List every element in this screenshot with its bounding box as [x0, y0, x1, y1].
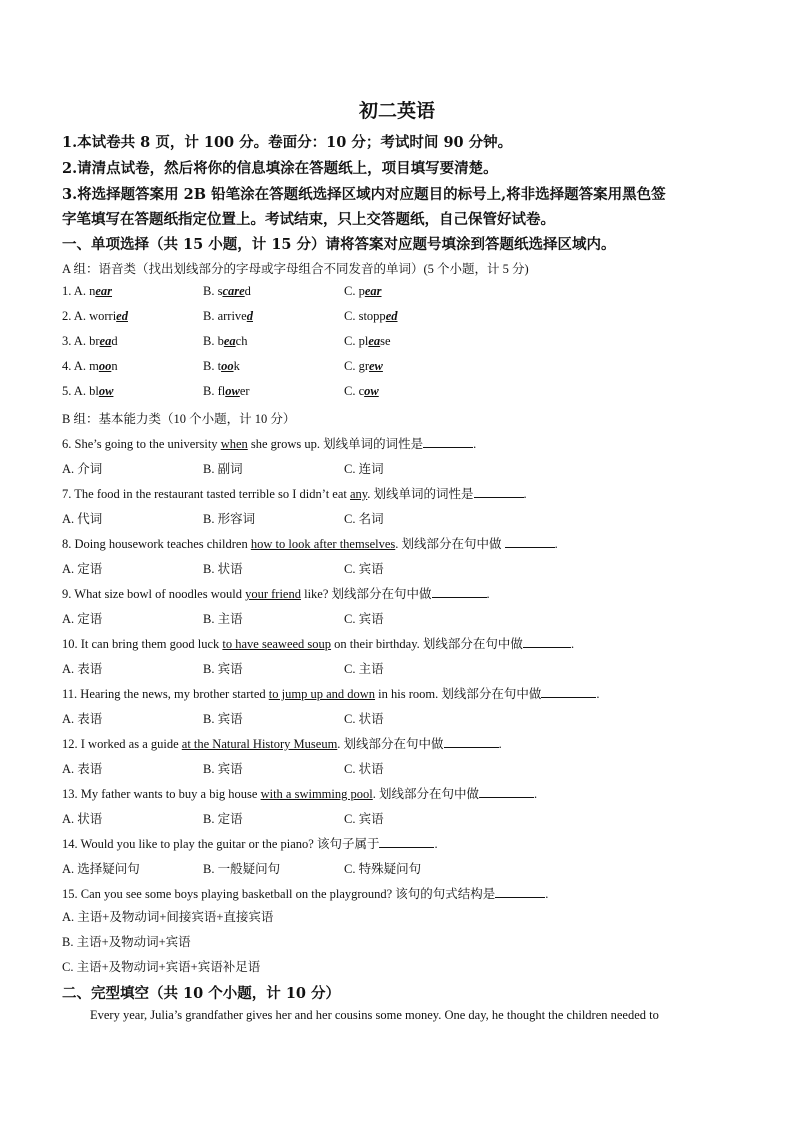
text-part: . [596, 687, 600, 701]
underlined-part: with a swimming pool [260, 787, 373, 801]
answer-blank [479, 786, 534, 798]
option-c [344, 384, 379, 399]
answer-option: C. 名词 [344, 512, 384, 526]
text-part: B. b [203, 334, 224, 348]
answer-option: B. 定语 [203, 812, 243, 826]
text-part: . 划线部分在句中做 [395, 537, 505, 551]
text-part: C. p [344, 284, 365, 298]
answer-option: B. 宾语 [203, 712, 243, 726]
answer-blank [474, 486, 524, 498]
text-part: n [89, 284, 96, 298]
answer-option: C. 宾语 [344, 612, 384, 626]
question-stem [62, 734, 502, 752]
question-stem [62, 584, 490, 602]
text-part: . 划线部分在句中做 [337, 737, 444, 751]
section2-heading: 二、完型填空（共 10 个小题，计 10 分） [62, 985, 341, 1002]
answer-option: A. 主语+及物动词+间接宾语+直接宾语 [62, 910, 274, 924]
underlined-part: any [350, 487, 368, 501]
option-b [203, 359, 240, 374]
answer-option: A. 选择疑问句 [62, 862, 140, 876]
answer-option: A. 表语 [62, 762, 103, 776]
underlined-part: how to look after themselves [250, 537, 396, 551]
answer-option: B. 副词 [203, 462, 243, 476]
answer-option: A. 定语 [62, 562, 103, 576]
text-part: 14. Would you like to play the guitar or the piano? 该句子属于 [62, 837, 380, 851]
underlined-part: when [220, 437, 248, 451]
question-number: 5. A. [62, 384, 90, 398]
option-a [62, 284, 112, 299]
answer-blank [505, 536, 555, 548]
option-c [344, 309, 398, 324]
answer-option: B. 主语+及物动词+宾语 [62, 935, 191, 949]
text-part: . [554, 537, 558, 551]
text-part: B. arrive [203, 309, 247, 323]
question-stem [62, 684, 599, 702]
text-part: 6. She’s going to the university [62, 437, 221, 451]
instruction-3: 3.将选择题答案用 2B 铅笔涂在答题纸选择区域内对应题目的标号上,将非选择题答案用黑色签 [62, 186, 666, 203]
answer-option: C. 状语 [344, 712, 384, 726]
underlined-part: ew [369, 359, 383, 373]
question-number: 3. A. [62, 334, 90, 348]
answer-option: C. 宾语 [344, 562, 384, 576]
option-a [62, 359, 118, 374]
question-stem [62, 634, 574, 652]
page-title: 初二英语 [358, 100, 435, 122]
question-number: 1. A. [62, 284, 90, 298]
answer-blank [444, 736, 499, 748]
question-stem [62, 784, 537, 802]
question-stem [62, 534, 558, 552]
text-part: B. t [203, 359, 222, 373]
option-b [203, 309, 253, 324]
underlined-part: oo [98, 359, 112, 373]
text-part: ch [235, 334, 248, 348]
question-stem [62, 834, 438, 852]
option-b [203, 284, 251, 299]
answer-option: A. 状语 [62, 812, 103, 826]
text-part: B. fl [203, 384, 226, 398]
answer-option: C. 状语 [344, 762, 384, 776]
answer-option: B. 宾语 [203, 762, 243, 776]
text-part: . [545, 887, 549, 901]
underlined-part: ea [99, 334, 112, 348]
underlined-part: ow [225, 384, 240, 398]
answer-blank [523, 636, 571, 648]
underlined-part: to have seaweed soup [222, 637, 332, 651]
answer-option: C. 主语+及物动词+宾语+宾语补足语 [62, 960, 261, 974]
option-c [344, 334, 391, 349]
text-part: in his room. 划线部分在句中做 [375, 687, 542, 701]
text-part: on their birthday. 划线部分在句中做 [331, 637, 523, 651]
text-part: C. gr [344, 359, 369, 373]
text-part: 13. My father wants to buy a big house [62, 787, 261, 801]
option-a [62, 334, 118, 349]
underlined-part: your friend [245, 587, 301, 601]
underlined-part: ea [223, 334, 236, 348]
text-part: bl [89, 384, 99, 398]
answer-option: C. 连词 [344, 462, 384, 476]
text-part: n [111, 359, 118, 373]
instruction-1: 1.本试卷共 8 页，计 100 分。卷面分：10 分；考试时间 90 分钟。 [62, 134, 513, 151]
text-part: B. s [203, 284, 223, 298]
text-part: 12. I worked as a guide [62, 737, 182, 751]
answer-option: C. 主语 [344, 662, 384, 676]
text-part: d [111, 334, 118, 348]
answer-blank [423, 436, 473, 448]
underlined-part: at the Natural History Museum [181, 737, 338, 751]
text-part: C. c [344, 384, 365, 398]
question-stem [62, 884, 548, 902]
underlined-part: ear [364, 284, 382, 298]
group-a-heading: A 组：语音类（找出划线部分的字母或字母组合不同发音的单词）(5 个小题，计 5 分) [62, 262, 529, 276]
text-part: like? 划线部分在句中做 [300, 587, 432, 601]
text-part: 7. The food in the restaurant tasted terrible so I didn’t eat [62, 487, 350, 501]
answer-blank [541, 686, 596, 698]
underlined-part: ow [98, 384, 114, 398]
text-part: worri [89, 309, 117, 323]
answer-option: B. 状语 [203, 562, 243, 576]
text-part: k [233, 359, 240, 373]
underlined-part: ed [116, 309, 128, 323]
text-part: C. stopp [344, 309, 386, 323]
cloze-passage: Every year, Julia’s grandfather gives her and her cousins some money. One day, he thought the children needed to [90, 1008, 659, 1022]
text-part: er [239, 384, 250, 398]
text-part: . 划线单词的词性是 [367, 487, 474, 501]
question-number: 4. A. [62, 359, 90, 373]
answer-option: A. 表语 [62, 712, 103, 726]
answer-blank [432, 586, 487, 598]
text-part: m [89, 359, 99, 373]
text-part: . [523, 487, 527, 501]
text-part: 15. Can you see some boys playing basketball on the playground? 该句的句式结构是 [62, 887, 496, 901]
text-part: she grows up. 划线单词的词性是 [247, 437, 424, 451]
underlined-part: ed [385, 309, 398, 323]
option-a [62, 309, 128, 324]
answer-option: C. 特殊疑问句 [344, 862, 422, 876]
option-b [203, 334, 247, 349]
text-part: . [534, 787, 538, 801]
text-part: d [244, 284, 251, 298]
option-c [344, 284, 382, 299]
answer-blank [495, 886, 545, 898]
answer-option: A. 表语 [62, 662, 103, 676]
question-stem [62, 434, 476, 452]
instruction-2: 2.请清点试卷，然后将你的信息填涂在答题纸上，项目填写要清楚。 [62, 160, 498, 177]
answer-option: B. 形容词 [203, 512, 256, 526]
text-part: 10. It can bring them good luck [62, 637, 223, 651]
section1-heading: 一、单项选择（共 15 小题，计 15 分）请将答案对应题号填涂到答题纸选择区域内。 [62, 236, 616, 253]
answer-option: A. 代词 [62, 512, 103, 526]
underlined-part: ow [364, 384, 379, 398]
underlined-part: to jump up and down [268, 687, 376, 701]
text-part: . [434, 837, 438, 851]
option-b [203, 384, 250, 399]
text-part: . [498, 737, 502, 751]
answer-option: C. 宾语 [344, 812, 384, 826]
text-part: 11. Hearing the news, my brother started [62, 687, 269, 701]
answer-option: B. 主语 [203, 612, 243, 626]
underlined-part: oo [221, 359, 234, 373]
text-part: C. pl [344, 334, 369, 348]
underlined-part: ear [95, 284, 113, 298]
answer-option: A. 介词 [62, 462, 103, 476]
text-part: br [89, 334, 100, 348]
option-a [62, 384, 113, 399]
answer-option: B. 一般疑问句 [203, 862, 281, 876]
text-part: se [380, 334, 391, 348]
question-stem [62, 484, 527, 502]
text-part: . [570, 637, 575, 651]
text-part: . [486, 587, 490, 601]
answer-option: B. 宾语 [203, 662, 243, 676]
answer-blank [379, 836, 434, 848]
text-part: . [473, 437, 477, 451]
underlined-part: d [246, 309, 253, 323]
text-part: 8. Doing housework teaches children [62, 537, 251, 551]
option-c [344, 359, 383, 374]
underlined-part: ea [368, 334, 381, 348]
underlined-part: care [222, 284, 245, 298]
instruction-4: 字笔填写在答题纸指定位置上。考试结束，只上交答题纸，自己保管好试卷。 [62, 211, 555, 228]
group-b-heading: B 组：基本能力类（10 个小题，计 10 分） [62, 412, 296, 426]
text-part: 9. What size bowl of noodles would [62, 587, 246, 601]
text-part: . 划线部分在句中做 [372, 787, 479, 801]
answer-option: A. 定语 [62, 612, 103, 626]
question-number: 2. A. [62, 309, 90, 323]
